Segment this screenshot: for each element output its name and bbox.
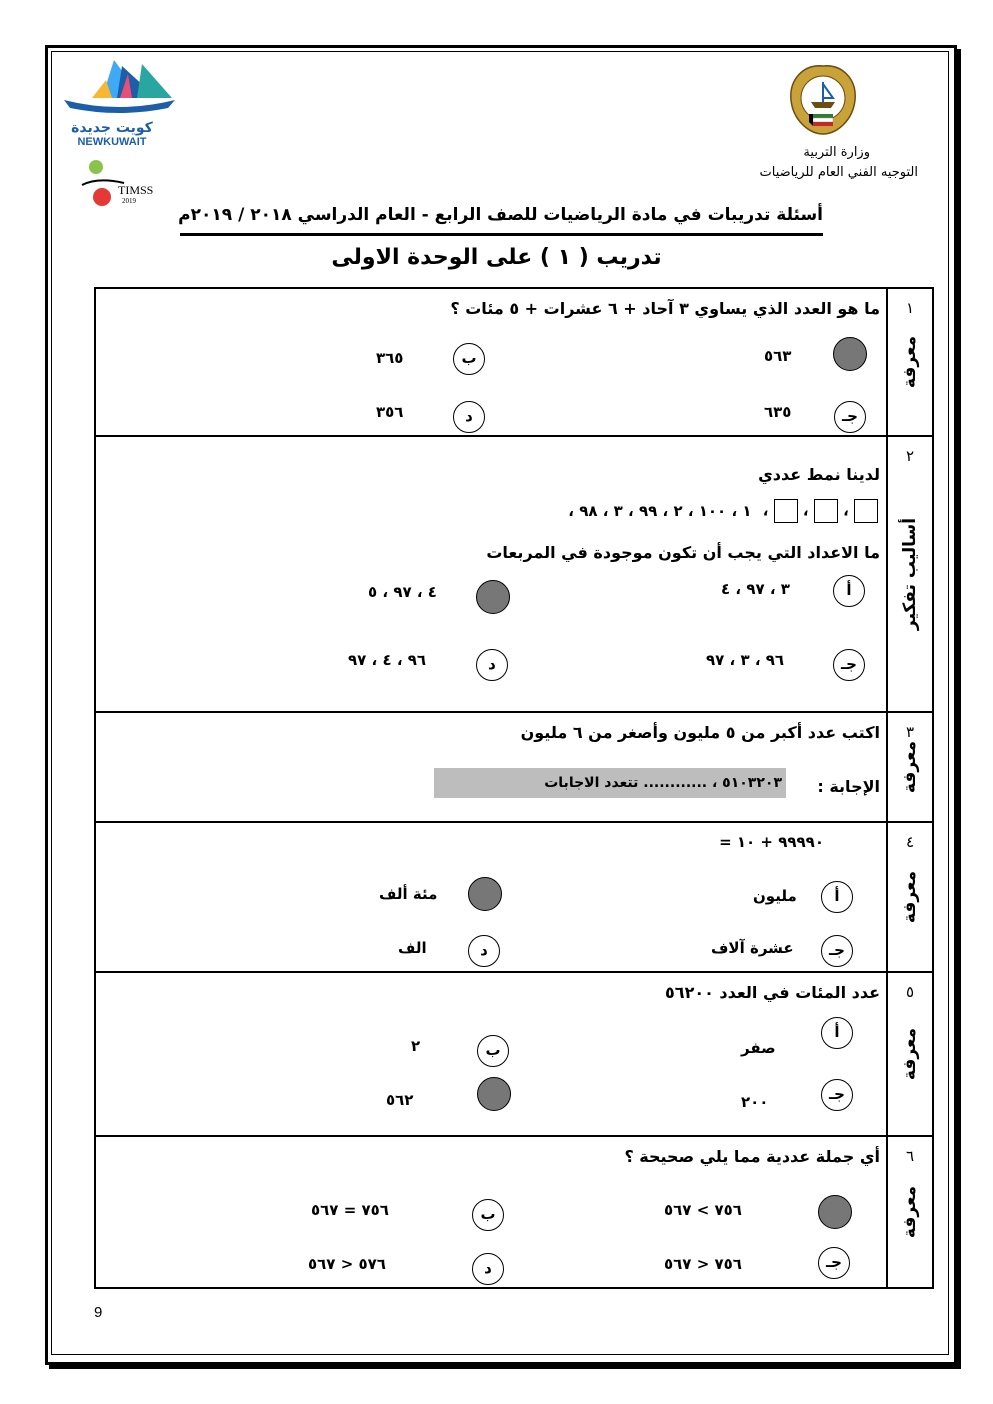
- question-side: [887, 436, 933, 712]
- option-text: ٣٦٥: [376, 349, 404, 367]
- question-side: [887, 288, 933, 436]
- pattern-intro: لدينا نمط عددي: [758, 465, 880, 484]
- question-number: ١: [905, 299, 915, 317]
- newkuwait-english: NEWKUWAIT: [77, 136, 147, 148]
- blank-box[interactable]: [814, 499, 838, 523]
- option-circle-a[interactable]: أ: [833, 575, 865, 607]
- newkuwait-logo: [62, 60, 177, 150]
- pattern-sequence: ١ ، ١٠٠ ، ٢ ، ٩٩ ، ٣ ، ٩٨ ،: [568, 501, 752, 520]
- question-stem: ما الاعداد التي يجب أن تكون موجودة في المربعات: [486, 543, 880, 562]
- option-text: ٧٥٦ > ٥٦٧: [664, 1201, 742, 1219]
- question-category: أساليب تفكير: [900, 517, 920, 631]
- option-text: ٥٧٦ < ٥٦٧: [308, 1255, 386, 1273]
- questions-table: [94, 287, 934, 1289]
- page-title: أسئلة تدريبات في مادة الرياضيات للصف الرابع - العام الدراسي ٢٠١٨ / ٢٠١٩م: [178, 205, 823, 225]
- selected-answer-icon[interactable]: [476, 580, 510, 614]
- question-body: [95, 1136, 887, 1288]
- question-stem: عدد المئات في العدد ٥٦٢٠٠: [665, 983, 880, 1002]
- option-text: الف: [398, 939, 427, 957]
- option-text: ٥٦٢: [386, 1091, 414, 1109]
- question-row-2: [95, 436, 933, 712]
- option-text: ٣٥٦: [376, 403, 404, 421]
- page-subtitle: تدريب ( ١ ) على الوحدة الاولى: [331, 245, 662, 270]
- question-number: ٦: [905, 1147, 915, 1165]
- selected-answer-icon[interactable]: [818, 1195, 852, 1229]
- selected-answer-icon[interactable]: [833, 337, 867, 371]
- option-circle-d[interactable]: د: [453, 401, 485, 433]
- question-stem: ما هو العدد الذي يساوي ٣ آحاد + ٦ عشرات + ٥ مئات ؟: [450, 299, 880, 318]
- option-text: مئة ألف: [379, 885, 438, 903]
- option-text: ٥٦٣: [764, 347, 792, 365]
- question-side: [887, 822, 933, 972]
- option-text: ٣ ، ٩٧ ، ٤: [721, 580, 790, 598]
- option-circle-d[interactable]: د: [472, 1253, 504, 1285]
- question-body: [95, 288, 887, 436]
- question-row-3: [95, 712, 933, 822]
- question-number: ٥: [905, 983, 915, 1001]
- question-stem: أي جملة عددية مما يلي صحيحة ؟: [624, 1147, 880, 1166]
- newkuwait-sail-icon: [62, 60, 177, 116]
- question-row-4: [95, 822, 933, 972]
- question-body: [95, 822, 887, 972]
- question-stem: ٩٩٩٩٠ + ١٠ =: [719, 833, 824, 851]
- option-circle-j[interactable]: جـ: [834, 401, 866, 433]
- selected-answer-icon[interactable]: [477, 1077, 511, 1111]
- option-circle-d[interactable]: د: [476, 649, 508, 681]
- question-category: معرفة: [900, 1027, 920, 1081]
- option-circle-j[interactable]: جـ: [833, 649, 865, 681]
- ministry-name: وزارة التربية: [803, 145, 870, 160]
- question-category: معرفة: [900, 870, 920, 924]
- emblem-icon: [783, 58, 863, 140]
- question-row-5: [95, 972, 933, 1136]
- question-category: معرفة: [900, 740, 920, 794]
- option-text: صفر: [741, 1039, 776, 1057]
- question-body: [95, 436, 887, 712]
- kuwait-emblem: [783, 58, 863, 140]
- timss-logo: [78, 155, 178, 215]
- option-circle-d[interactable]: د: [468, 935, 500, 967]
- option-text: ٧٥٦ = ٥٦٧: [311, 1201, 389, 1219]
- option-circle-j[interactable]: جـ: [818, 1247, 850, 1279]
- question-number: ٤: [905, 833, 915, 851]
- blank-box[interactable]: [774, 499, 798, 523]
- option-circle-j[interactable]: جـ: [821, 935, 853, 967]
- blank-box[interactable]: [854, 499, 878, 523]
- option-text: ٩٦ ، ٣ ، ٩٧: [706, 651, 785, 669]
- question-stem: اكتب عدد أكبر من ٥ مليون وأصغر من ٦ مليون: [520, 723, 880, 742]
- question-body: [95, 972, 887, 1136]
- answer-label: الإجابة :: [817, 777, 880, 796]
- option-circle-b[interactable]: ب: [472, 1199, 504, 1231]
- question-side: [887, 972, 933, 1136]
- title-underline: [180, 233, 823, 236]
- option-circle-b[interactable]: ب: [453, 343, 485, 375]
- option-text: ٧٥٦ < ٥٦٧: [664, 1255, 742, 1273]
- option-text: ٩٦ ، ٤ ، ٩٧: [348, 651, 427, 669]
- question-side: [887, 1136, 933, 1288]
- option-text: مليون: [753, 887, 797, 905]
- selected-answer-icon[interactable]: [468, 877, 502, 911]
- option-text: عشرة آلاف: [711, 939, 794, 957]
- option-text: ٢: [411, 1037, 421, 1055]
- answer-field[interactable]: ٥١٠٣٢٠٣ ، ............ تتعدد الاجابات: [434, 768, 786, 798]
- option-text: ٢٠٠: [741, 1093, 769, 1111]
- question-category: معرفة: [900, 1185, 920, 1239]
- question-number: ٣: [905, 723, 915, 741]
- option-circle-a[interactable]: أ: [821, 881, 853, 913]
- option-circle-b[interactable]: ب: [477, 1035, 509, 1067]
- timss-year: 2019: [122, 197, 136, 205]
- timss-label: TIMSS: [118, 183, 154, 197]
- option-text: ٤ ، ٩٧ ، ٥: [368, 583, 437, 601]
- question-row-6: [95, 1136, 933, 1288]
- ministry-info: [760, 143, 918, 183]
- page-number: 9: [94, 1304, 103, 1321]
- question-side: [887, 712, 933, 822]
- question-number: ٢: [905, 447, 915, 465]
- department-name: التوجيه الفني العام للرياضيات: [759, 165, 918, 180]
- option-circle-a[interactable]: أ: [821, 1017, 853, 1049]
- newkuwait-arabic: كويت جديدة: [71, 120, 153, 136]
- option-text: ٦٣٥: [764, 403, 792, 421]
- number-pattern: ، ، ، ١ ، ١٠٠ ، ٢ ، ٩٩ ، ٣ ، ٩٨ ،: [568, 499, 878, 523]
- question-category: معرفة: [900, 335, 920, 389]
- question-row-1: [95, 288, 933, 436]
- question-body: [95, 712, 887, 822]
- option-circle-j[interactable]: جـ: [821, 1079, 853, 1111]
